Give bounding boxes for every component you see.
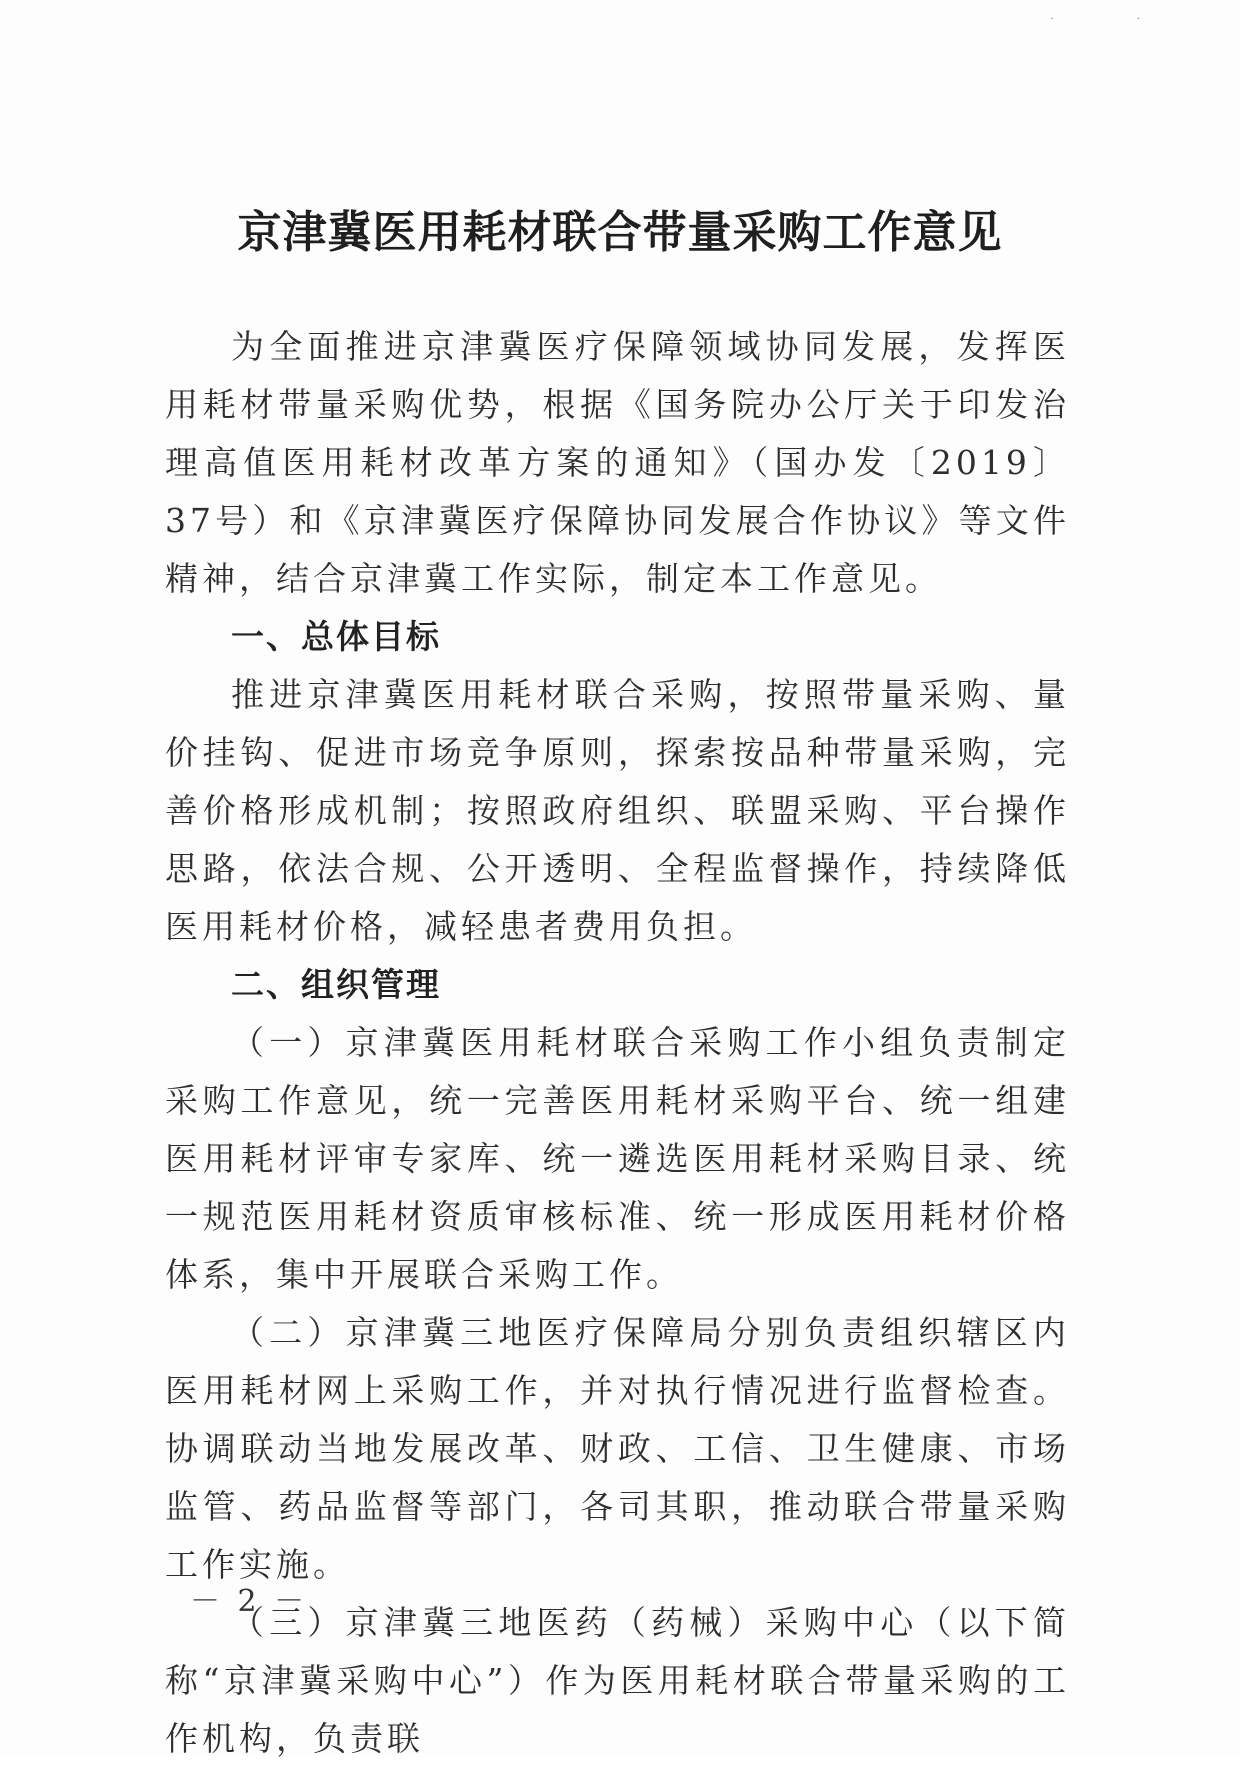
section-2-item-1: （一）京津冀医用耗材联合采购工作小组负责制定采购工作意见，统一完善医用耗材采购平台、统一组建医用耗材评审专家库、统一遴选医用耗材采购目录、统一规范医用耗材资质审核标准、统一形成医用耗材价格体系，集中开展联合采购工作。 xyxy=(165,1023,1070,1294)
page-number: － 2 － xyxy=(190,1584,309,1619)
section-2-item-3: （三）京津冀三地医药（药械）采购中心（以下简称“京津冀采购中心”）作为医用耗材联合带量采购的工作机构，负责联 xyxy=(165,1603,1070,1758)
document-title: 京津冀医用耗材联合带量采购工作意见 xyxy=(237,207,1003,258)
scan-specks: · · xyxy=(1050,14,1180,25)
section-1-text: 推进京津冀医用耗材联合采购，按照带量采购、量价挂钩、促进市场竞争原则，探索按品种带量采购，完善价格形成机制；按照政府组织、联盟采购、平台操作思路，依法合规、公开透明、全程监督操作，持续降低医用耗材价格，减轻患者费用负担。 xyxy=(165,675,1070,946)
section-2-item-2: （二）京津冀三地医疗保障局分别负责组织辖区内医用耗材网上采购工作，并对执行情况进行监督检查。协调联动当地发展改革、财政、工信、卫生健康、市场监管、药品监督等部门，各司其职，推动联合带量采购工作实施。 xyxy=(165,1313,1070,1584)
section-1-heading: 一、总体目标 xyxy=(231,617,441,656)
intro-paragraph: 为全面推进京津冀医疗保障领域协同发展，发挥医用耗材带量采购优势，根据《国务院办公厅关于印发治理高值医用耗材改革方案的通知》（国办发〔2019〕37号）和《京津冀医疗保障协同发展合作协议》等文件精神，结合京津冀工作实际，制定本工作意见。 xyxy=(165,327,1070,598)
document-body xyxy=(165,318,1070,1768)
section-2-heading: 二、组织管理 xyxy=(231,965,441,1004)
